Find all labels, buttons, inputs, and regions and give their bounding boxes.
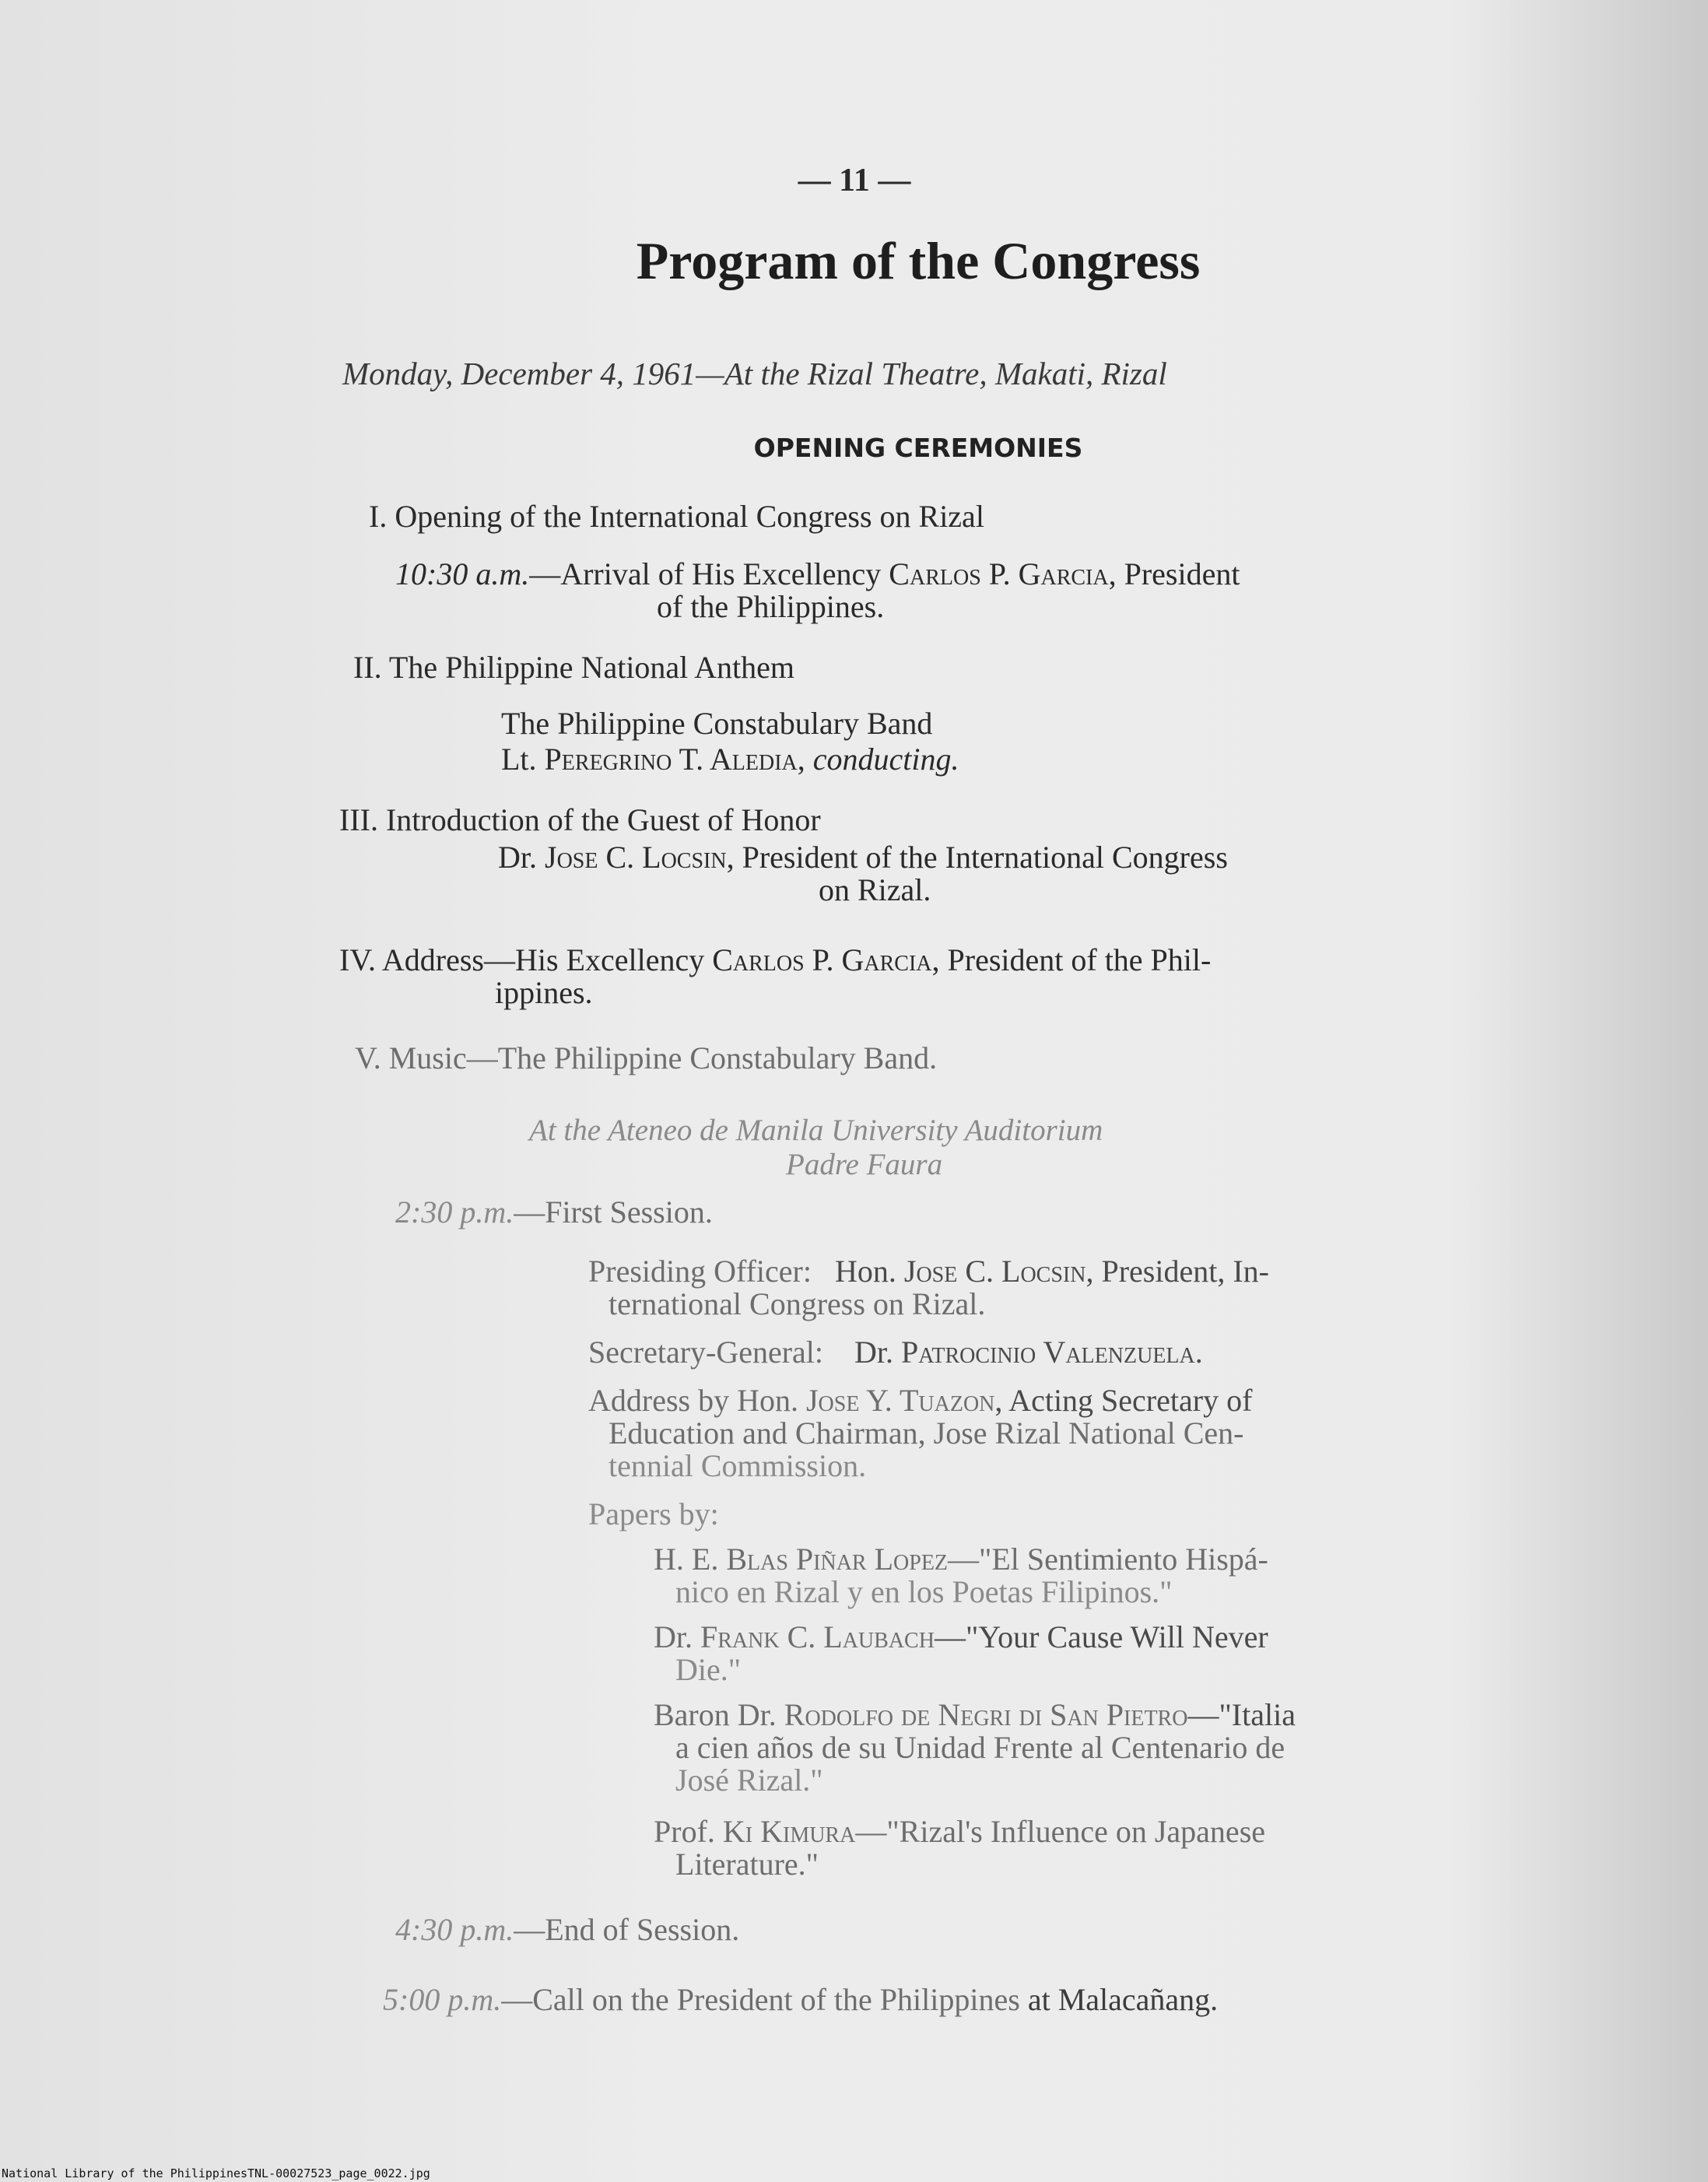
- item-ii-sub-line1: The Philippine Constabulary Band: [501, 706, 933, 741]
- date-line: Monday, December 4, 1961—At the Rizal Theatre, Makati, Rizal: [342, 356, 1167, 391]
- person-name: Rodolfo de Negri di San Pietro: [784, 1697, 1188, 1732]
- time: 5:00 p.m.: [383, 1982, 502, 2017]
- label: Presiding Officer:: [588, 1254, 812, 1289]
- papers-label: Papers by:: [588, 1496, 719, 1531]
- paper-1-line1: [654, 1541, 1268, 1577]
- person-name: Jose C. Locsin: [545, 840, 727, 875]
- time: 4:30 p.m.: [395, 1912, 514, 1947]
- numeral: III.: [339, 802, 378, 837]
- time: 2:30 p.m.: [395, 1194, 514, 1230]
- paper-3-line3: José Rizal.": [675, 1763, 823, 1798]
- venue-line1: At the Ateneo de Manila University Auditorium: [529, 1114, 1103, 1147]
- footer-library: National Library of the Philippines: [2, 2166, 248, 2180]
- sub-text: , President of the International Congress: [726, 840, 1228, 875]
- sub-text: —Arrival of His Excellency: [529, 556, 889, 591]
- session-text: —First Session.: [514, 1194, 713, 1230]
- person-name: Jose C. Locsin: [903, 1254, 1086, 1289]
- label: Secretary-General:: [588, 1335, 824, 1370]
- item-text: Music—The Philippine Constabulary Band.: [388, 1040, 938, 1075]
- person-name: Carlos P. Garcia: [712, 942, 932, 977]
- sub-text: Baron Dr.: [654, 1697, 784, 1732]
- time: 10:30 a.m.: [395, 556, 530, 591]
- sub-text: Dr.: [854, 1335, 902, 1370]
- venue-line2: Padre Faura: [786, 1148, 943, 1181]
- sub-text: .: [1194, 1335, 1203, 1370]
- item-i-sub-line1: [395, 556, 1240, 592]
- item-text: Opening of the International Congress on Rizal: [395, 499, 984, 534]
- paper-title: —"Italia: [1187, 1697, 1296, 1732]
- item-ii-sub-line2: [501, 741, 959, 777]
- item-iv: [339, 942, 1211, 978]
- paper-2-line2: Die.": [675, 1652, 742, 1687]
- sub-text: , President: [1108, 556, 1240, 591]
- item-text: , President of the Phil-: [931, 942, 1212, 977]
- person-name: Peregrino T. Aledia: [544, 742, 798, 777]
- paper-2-line1: [654, 1619, 1268, 1655]
- numeral: IV.: [339, 942, 377, 977]
- paper-title: —"Your Cause Will Never: [934, 1619, 1268, 1654]
- call-text: —Call on the President of the Philippines: [501, 1982, 1028, 2017]
- item-ii: [353, 649, 794, 686]
- item-v: [355, 1040, 937, 1076]
- item-i-sub-line2: of the Philippines.: [657, 589, 885, 624]
- sub-text: ,: [797, 742, 813, 777]
- sub-text: , Acting Secretary of: [994, 1383, 1253, 1418]
- person-name: Patrocinio Valenzuela: [901, 1335, 1195, 1370]
- paper-title: —"El Sentimiento Hispá-: [948, 1542, 1268, 1577]
- sub-text: H. E.: [654, 1542, 727, 1577]
- presiding-line1: [588, 1253, 1269, 1289]
- address-line3: tennial Commission.: [608, 1448, 867, 1483]
- page-title: Program of the Congress: [636, 231, 1201, 290]
- first-session: [395, 1194, 713, 1230]
- sub-text: Hon.: [834, 1254, 904, 1289]
- secretary-line: [588, 1334, 1203, 1370]
- item-text: Introduction of the Guest of Honor: [385, 802, 821, 837]
- paper-4-line1: [654, 1813, 1265, 1850]
- end-session: [395, 1911, 739, 1948]
- sub-text: Dr.: [654, 1619, 700, 1654]
- person-name: Blas Piñar Lopez: [726, 1542, 949, 1577]
- item-iii-sub-line1: [498, 839, 1228, 875]
- paper-4-line2: Literature.": [675, 1847, 819, 1882]
- item-i: [369, 498, 984, 535]
- sub-text: Dr.: [498, 840, 545, 875]
- paper-3-line2: a cien años de su Unidad Frente al Centenario de: [675, 1730, 1285, 1765]
- person-name: Jose Y. Tuazon: [805, 1383, 995, 1418]
- address-line2: Education and Chairman, Jose Rizal National Cen-: [608, 1415, 1244, 1451]
- numeral: II.: [353, 650, 382, 685]
- presiding-line2: ternational Congress on Rizal.: [608, 1286, 986, 1321]
- item-iv-line2: ippines.: [495, 975, 593, 1010]
- person-name: Frank C. Laubach: [700, 1619, 935, 1654]
- call-text: at Malacañang.: [1027, 1982, 1219, 2017]
- person-name: Carlos P. Garcia: [889, 556, 1109, 591]
- session-text: —End of Session.: [514, 1912, 740, 1947]
- item-text: The Philippine National Anthem: [388, 650, 794, 685]
- sub-text: Lt.: [501, 742, 545, 777]
- call-line: [383, 1981, 1218, 2018]
- numeral: V.: [355, 1040, 381, 1075]
- paper-3-line1: [654, 1696, 1296, 1733]
- sub-text: , President, In-: [1085, 1254, 1269, 1289]
- paper-1-line2: nico en Rizal y en los Poetas Filipinos.": [675, 1574, 1173, 1609]
- section-heading: OPENING CEREMONIES: [753, 433, 1083, 463]
- sub-text: Prof.: [654, 1814, 723, 1849]
- numeral: I.: [369, 499, 388, 534]
- sub-text: Address by Hon.: [588, 1383, 806, 1418]
- item-text: Address—His Excellency: [381, 942, 713, 977]
- footer-file: TNL-00027523_page_0022.jpg: [247, 2166, 430, 2180]
- item-iii-sub-line2: on Rizal.: [819, 872, 931, 907]
- person-name: Ki Kimura: [722, 1814, 856, 1849]
- address-line1: [588, 1382, 1252, 1419]
- paper-title: —"Rizal's Influence on Japanese: [855, 1814, 1266, 1849]
- role: conducting.: [812, 742, 959, 777]
- page-number: — 11 —: [798, 163, 911, 198]
- item-iii: [339, 802, 821, 838]
